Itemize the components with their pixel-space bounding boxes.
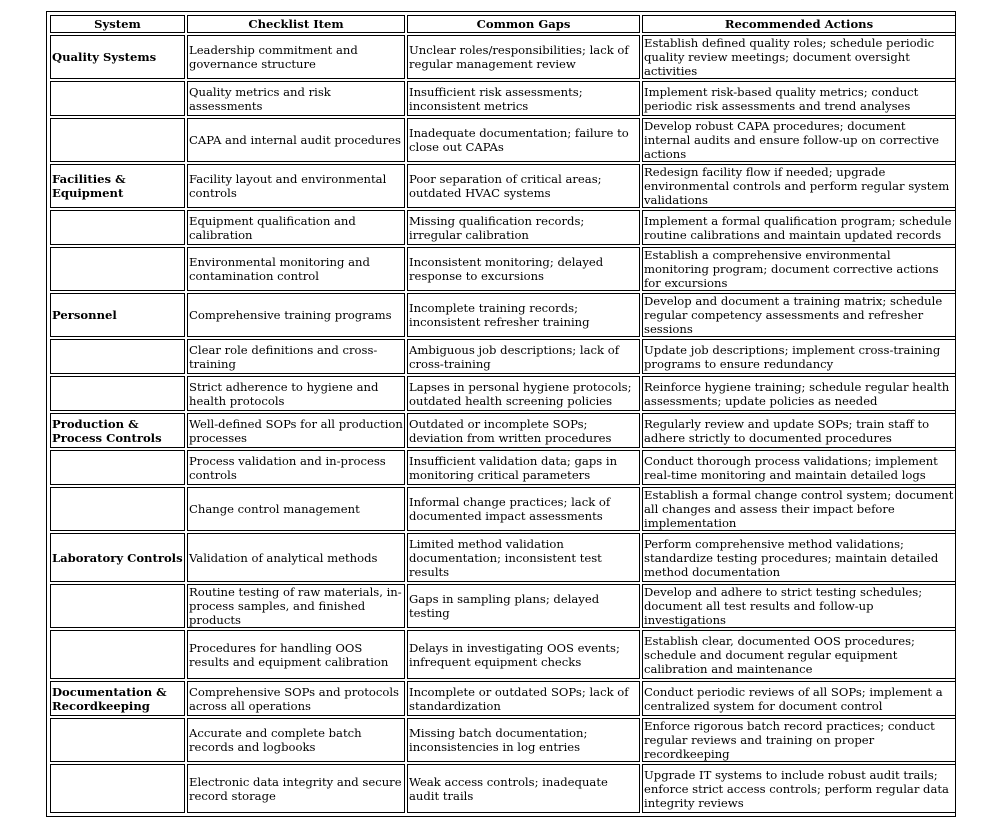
common-gap-cell: Insufficient validation data; gaps in monitoring critical parameters xyxy=(407,450,640,485)
checklist-item-cell: Facility layout and environmental controls xyxy=(187,164,405,208)
recommended-action-cell: Implement risk-based quality metrics; conduct periodic risk assessments and trend analyses xyxy=(642,81,956,116)
common-gap-cell: Incomplete or outdated SOPs; lack of standardization xyxy=(407,681,640,716)
checklist-table-frame xyxy=(46,11,956,817)
recommended-action-cell: Conduct thorough process validations; implement real-time monitoring and maintain detailed logs xyxy=(642,450,956,485)
table-row xyxy=(50,339,956,374)
system-cell xyxy=(50,487,185,531)
common-gap-cell: Informal change practices; lack of documented impact assessments xyxy=(407,487,640,531)
common-gap-cell: Unclear roles/responsibilities; lack of regular management review xyxy=(407,35,640,79)
common-gap-cell: Limited method validation documentation; inconsistent test results xyxy=(407,533,640,582)
common-gap-cell: Insufficient risk assessments; inconsistent metrics xyxy=(407,81,640,116)
system-cell xyxy=(50,339,185,374)
recommended-action-cell: Implement a formal qualification program; schedule routine calibrations and maintain updated records xyxy=(642,210,956,245)
common-gap-cell: Ambiguous job descriptions; lack of cross-training xyxy=(407,339,640,374)
table-row xyxy=(50,210,956,245)
common-gap-cell: Inadequate documentation; failure to close out CAPAs xyxy=(407,118,640,162)
table-row xyxy=(50,681,956,716)
common-gap-cell: Incomplete training records; inconsistent refresher training xyxy=(407,293,640,337)
common-gap-cell: Lapses in personal hygiene protocols; outdated health screening policies xyxy=(407,376,640,411)
recommended-action-cell: Upgrade IT systems to include robust audit trails; enforce strict access controls; perform regular data integrity reviews xyxy=(642,764,956,813)
checklist-item-cell: Change control management xyxy=(187,487,405,531)
recommended-action-cell: Develop and document a training matrix; schedule regular competency assessments and refresher sessions xyxy=(642,293,956,337)
recommended-action-cell: Regularly review and update SOPs; train staff to adhere strictly to documented procedures xyxy=(642,413,956,448)
recommended-action-cell: Enforce rigorous batch record practices; conduct regular reviews and training on proper recordkeeping xyxy=(642,718,956,762)
table-body xyxy=(50,35,956,813)
header-checklist-item: Checklist Item xyxy=(187,15,405,33)
system-cell xyxy=(50,450,185,485)
checklist-item-cell: Comprehensive training programs xyxy=(187,293,405,337)
table-row xyxy=(50,81,956,116)
recommended-action-cell: Update job descriptions; implement cross-training programs to ensure redundancy xyxy=(642,339,956,374)
table-row xyxy=(50,584,956,628)
common-gap-cell: Weak access controls; inadequate audit trails xyxy=(407,764,640,813)
system-cell: Laboratory Controls xyxy=(50,533,185,582)
header-common-gaps: Common Gaps xyxy=(407,15,640,33)
recommended-action-cell: Reinforce hygiene training; schedule regular health assessments; update policies as needed xyxy=(642,376,956,411)
table-row xyxy=(50,718,956,762)
table-row xyxy=(50,450,956,485)
common-gap-cell: Missing batch documentation; inconsistencies in log entries xyxy=(407,718,640,762)
common-gap-cell: Inconsistent monitoring; delayed response to excursions xyxy=(407,247,640,291)
system-cell: Production & Process Controls xyxy=(50,413,185,448)
recommended-action-cell: Establish clear, documented OOS procedures; schedule and document regular equipment calibration and maintenance xyxy=(642,630,956,679)
header-row xyxy=(50,15,956,33)
recommended-action-cell: Develop robust CAPA procedures; document internal audits and ensure follow-up on corrective actions xyxy=(642,118,956,162)
checklist-item-cell: Environmental monitoring and contamination control xyxy=(187,247,405,291)
table-row xyxy=(50,630,956,679)
table-row xyxy=(50,247,956,291)
recommended-action-cell: Conduct periodic reviews of all SOPs; implement a centralized system for document control xyxy=(642,681,956,716)
checklist-table xyxy=(48,13,958,815)
checklist-item-cell: CAPA and internal audit procedures xyxy=(187,118,405,162)
table-row xyxy=(50,293,956,337)
table-row xyxy=(50,164,956,208)
table-row xyxy=(50,764,956,813)
checklist-item-cell: Equipment qualification and calibration xyxy=(187,210,405,245)
checklist-item-cell: Clear role definitions and cross-training xyxy=(187,339,405,374)
system-cell: Personnel xyxy=(50,293,185,337)
recommended-action-cell: Establish a formal change control system; document all changes and assess their impact before implementation xyxy=(642,487,956,531)
table-row xyxy=(50,487,956,531)
table-row xyxy=(50,35,956,79)
table-row xyxy=(50,533,956,582)
recommended-action-cell: Redesign facility flow if needed; upgrade environmental controls and perform regular system validations xyxy=(642,164,956,208)
system-cell xyxy=(50,718,185,762)
system-cell xyxy=(50,630,185,679)
system-cell xyxy=(50,376,185,411)
table-row xyxy=(50,376,956,411)
common-gap-cell: Delays in investigating OOS events; infrequent equipment checks xyxy=(407,630,640,679)
system-cell xyxy=(50,81,185,116)
system-cell xyxy=(50,210,185,245)
system-cell: Documentation & Recordkeeping xyxy=(50,681,185,716)
recommended-action-cell: Establish defined quality roles; schedule periodic quality review meetings; document oversight activities xyxy=(642,35,956,79)
common-gap-cell: Missing qualification records; irregular calibration xyxy=(407,210,640,245)
table-row xyxy=(50,413,956,448)
recommended-action-cell: Establish a comprehensive environmental monitoring program; document corrective actions for excursions xyxy=(642,247,956,291)
checklist-item-cell: Electronic data integrity and secure record storage xyxy=(187,764,405,813)
recommended-action-cell: Develop and adhere to strict testing schedules; document all test results and follow-up investigations xyxy=(642,584,956,628)
table-row xyxy=(50,118,956,162)
header-recommended-actions: Recommended Actions xyxy=(642,15,956,33)
checklist-item-cell: Accurate and complete batch records and logbooks xyxy=(187,718,405,762)
checklist-item-cell: Routine testing of raw materials, in-process samples, and finished products xyxy=(187,584,405,628)
system-cell: Quality Systems xyxy=(50,35,185,79)
common-gap-cell: Gaps in sampling plans; delayed testing xyxy=(407,584,640,628)
checklist-item-cell: Well-defined SOPs for all production processes xyxy=(187,413,405,448)
system-cell: Facilities & Equipment xyxy=(50,164,185,208)
checklist-item-cell: Procedures for handling OOS results and equipment calibration xyxy=(187,630,405,679)
system-cell xyxy=(50,247,185,291)
checklist-item-cell: Strict adherence to hygiene and health protocols xyxy=(187,376,405,411)
checklist-item-cell: Process validation and in-process controls xyxy=(187,450,405,485)
system-cell xyxy=(50,584,185,628)
recommended-action-cell: Perform comprehensive method validations; standardize testing procedures; maintain detailed method documentation xyxy=(642,533,956,582)
common-gap-cell: Outdated or incomplete SOPs; deviation from written procedures xyxy=(407,413,640,448)
header-system: System xyxy=(50,15,185,33)
checklist-item-cell: Quality metrics and risk assessments xyxy=(187,81,405,116)
system-cell xyxy=(50,764,185,813)
system-cell xyxy=(50,118,185,162)
checklist-item-cell: Leadership commitment and governance structure xyxy=(187,35,405,79)
checklist-item-cell: Comprehensive SOPs and protocols across all operations xyxy=(187,681,405,716)
checklist-item-cell: Validation of analytical methods xyxy=(187,533,405,582)
common-gap-cell: Poor separation of critical areas; outdated HVAC systems xyxy=(407,164,640,208)
